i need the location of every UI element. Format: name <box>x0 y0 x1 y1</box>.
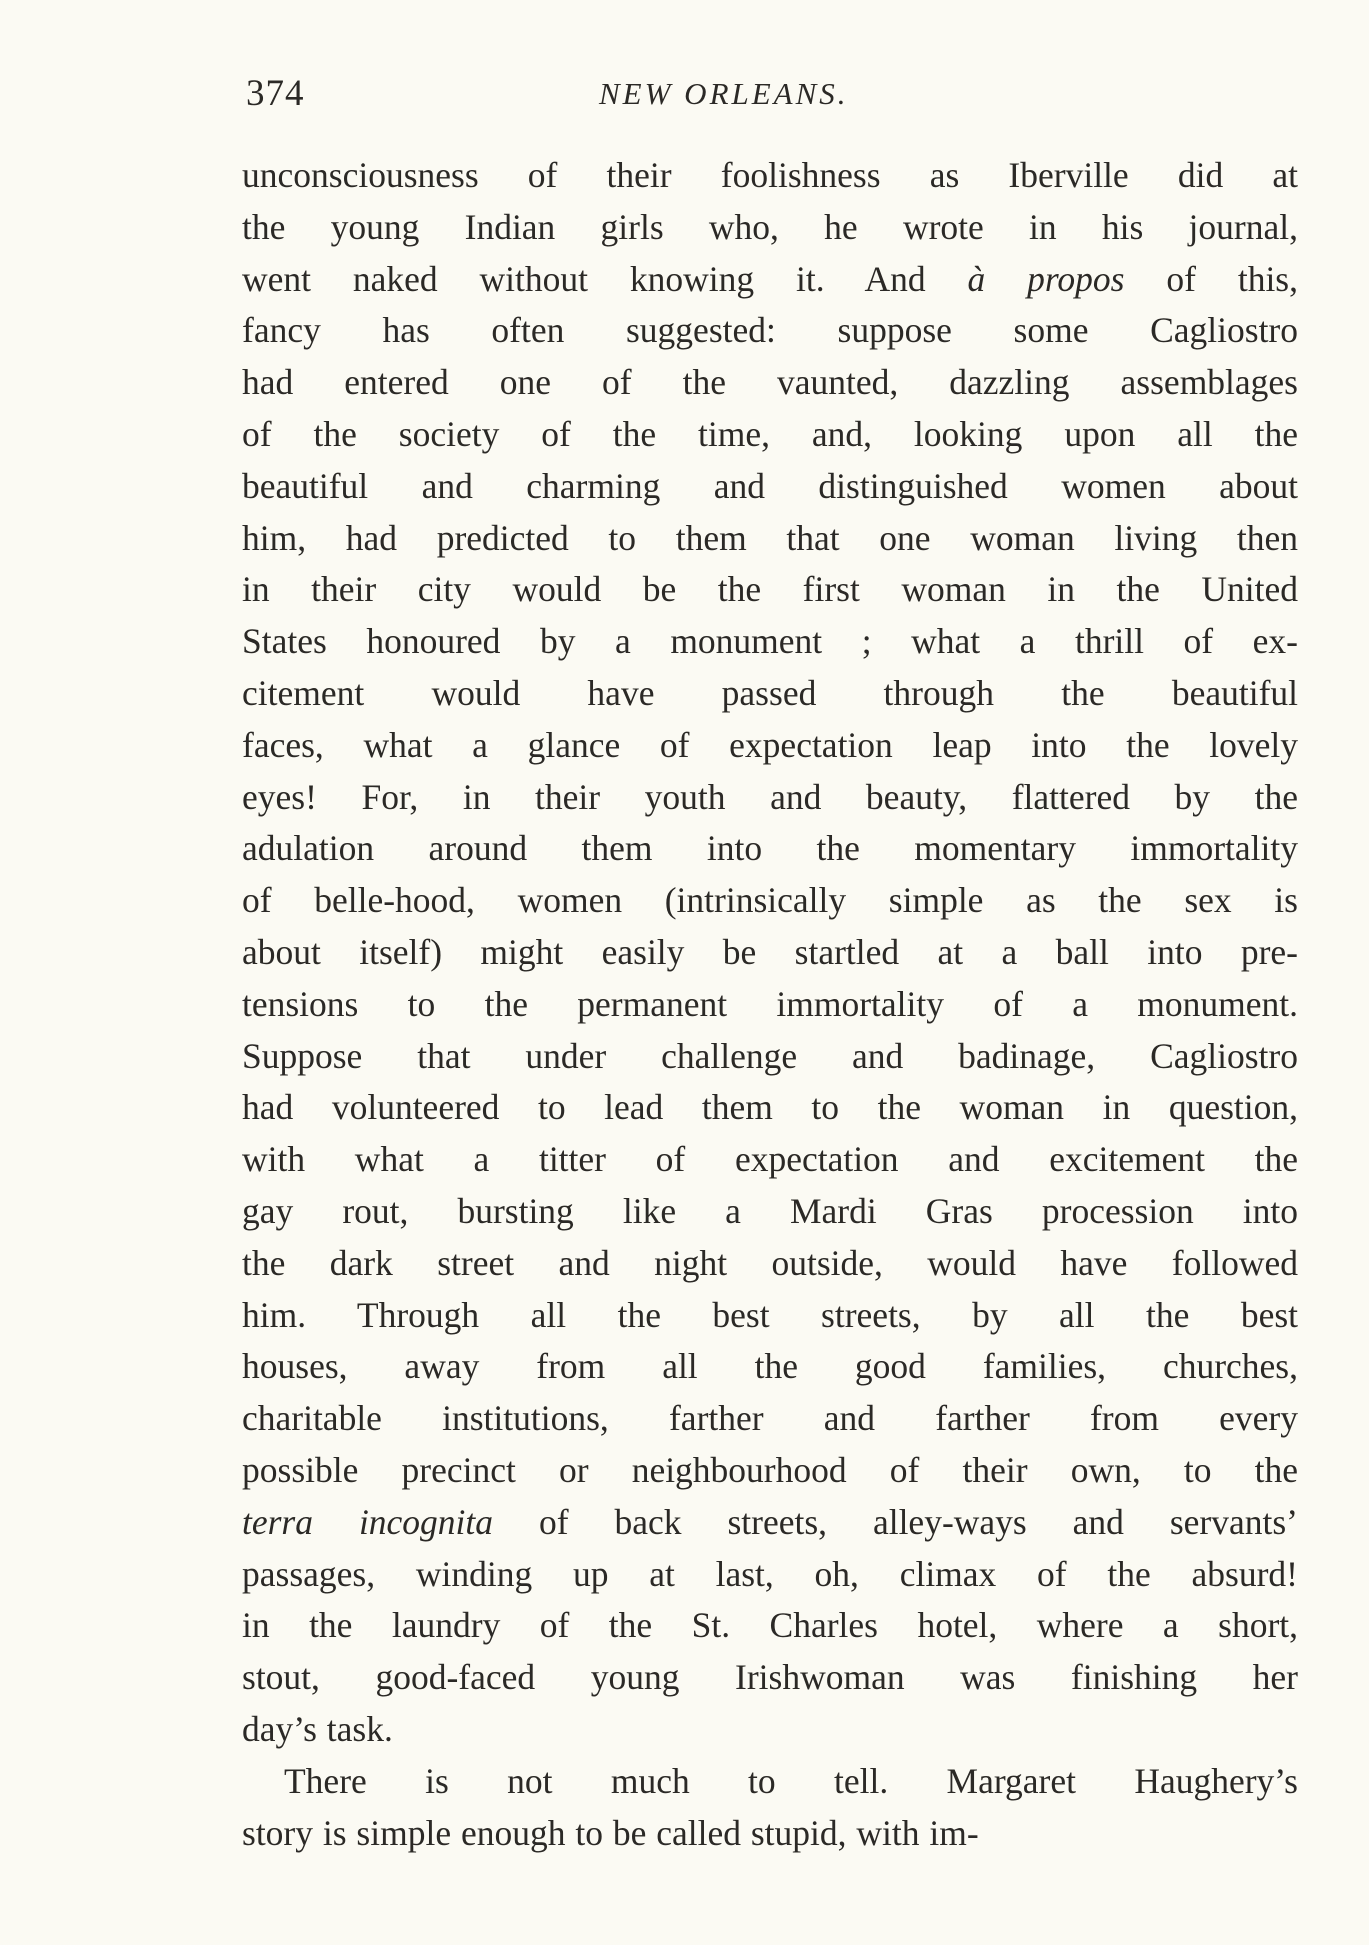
text-run: with what a titter of expectation and excitement the <box>242 1139 1298 1180</box>
page-header <box>246 72 1306 128</box>
text-run: There is not much to tell. Margaret Haughery’s <box>284 1760 1298 1801</box>
text-line <box>242 823 1298 875</box>
text-line <box>242 875 1298 927</box>
text-line <box>242 1808 1298 1860</box>
text-run: the dark street and night outside, would have followed <box>242 1242 1298 1283</box>
text-run: adulation around them into the momentary immortality <box>242 828 1298 869</box>
text-run: citement would have passed through the beautiful <box>242 672 1298 713</box>
text-line <box>242 1186 1298 1238</box>
text-line <box>242 1652 1298 1704</box>
text-run: eyes! For, in their youth and beauty, flattered by the <box>242 776 1298 817</box>
text-run: faces, what a glance of expectation leap into the lovely <box>242 724 1298 765</box>
paragraph <box>242 150 1298 1756</box>
text-line <box>242 1341 1298 1393</box>
text-run: fancy has often suggested: suppose some Cagliostro <box>242 310 1298 351</box>
text-run: beautiful and charming and distinguished women about <box>242 465 1298 506</box>
text-line <box>242 1134 1298 1186</box>
text-line <box>242 305 1298 357</box>
running-head: NEW ORLEANS. <box>599 76 849 111</box>
text-line <box>242 461 1298 513</box>
text-run: the young Indian girls who, he wrote in his journal, <box>242 206 1298 247</box>
text-run: Suppose that under challenge and badinage, Cagliostro <box>242 1035 1298 1076</box>
text-run: had entered one of the vaunted, dazzling assemblages <box>242 362 1298 403</box>
text-line <box>242 150 1298 202</box>
text-line <box>242 1082 1298 1134</box>
text-run: of back streets, alley-ways and servants’ <box>493 1501 1298 1542</box>
text-run: about itself) might easily be startled at a ball into pre- <box>242 931 1298 972</box>
text-line <box>242 1600 1298 1652</box>
text-run: States honoured by a monument ; what a thrill of ex- <box>242 621 1298 662</box>
text-line <box>242 409 1298 461</box>
text-line <box>242 357 1298 409</box>
text-line <box>242 1756 1298 1808</box>
text-line <box>242 1238 1298 1290</box>
text-run: story is simple enough to be called stupid, with im- <box>242 1812 979 1853</box>
text-line <box>242 668 1298 720</box>
text-line <box>242 927 1298 979</box>
text-line <box>242 254 1298 306</box>
italic-phrase: terra incognita <box>242 1501 494 1542</box>
text-line <box>242 616 1298 668</box>
italic-phrase: à propos <box>967 258 1125 299</box>
text-run: had volunteered to lead them to the woman in question, <box>242 1087 1298 1128</box>
text-line <box>242 1393 1298 1445</box>
text-run: stout, good-faced young Irishwoman was finishing her <box>242 1657 1298 1698</box>
text-run: in the laundry of the St. Charles hotel, where a short, <box>242 1605 1298 1646</box>
text-run: in their city would be the first woman in the United <box>242 569 1298 610</box>
text-line <box>242 979 1298 1031</box>
text-line <box>242 202 1298 254</box>
text-line <box>242 1031 1298 1083</box>
text-run: him. Through all the best streets, by all the best <box>242 1294 1298 1335</box>
text-run: of belle-hood, women (intrinsically simple as the sex is <box>242 880 1298 921</box>
text-line <box>242 1290 1298 1342</box>
page-number: 374 <box>246 73 305 114</box>
text-line <box>242 1549 1298 1601</box>
text-line <box>242 1704 1298 1756</box>
text-line <box>242 513 1298 565</box>
text-run: day’s task. <box>242 1708 393 1749</box>
text-run: passages, winding up at last, oh, climax of the absurd! <box>242 1553 1298 1594</box>
text-run: went naked without knowing it. And <box>242 258 968 299</box>
text-run: gay rout, bursting like a Mardi Gras procession into <box>242 1190 1298 1231</box>
text-run: of this, <box>1124 258 1298 299</box>
text-line <box>242 772 1298 824</box>
text-run: houses, away from all the good families, churches, <box>242 1346 1298 1387</box>
text-run: him, had predicted to them that one woman living then <box>242 517 1298 558</box>
text-line <box>242 1445 1298 1497</box>
text-run: unconsciousness of their foolishness as Iberville did at <box>242 155 1298 195</box>
text-line <box>242 1497 1298 1549</box>
body-text <box>242 150 1298 1859</box>
text-run: possible precinct or neighbourhood of their own, to the <box>242 1449 1298 1490</box>
text-line <box>242 564 1298 616</box>
paragraph <box>242 1756 1298 1860</box>
text-run: of the society of the time, and, looking upon all the <box>242 413 1298 454</box>
text-line <box>242 720 1298 772</box>
text-run: tensions to the permanent immortality of a monument. <box>242 983 1298 1024</box>
text-run: charitable institutions, farther and farther from every <box>242 1398 1298 1439</box>
